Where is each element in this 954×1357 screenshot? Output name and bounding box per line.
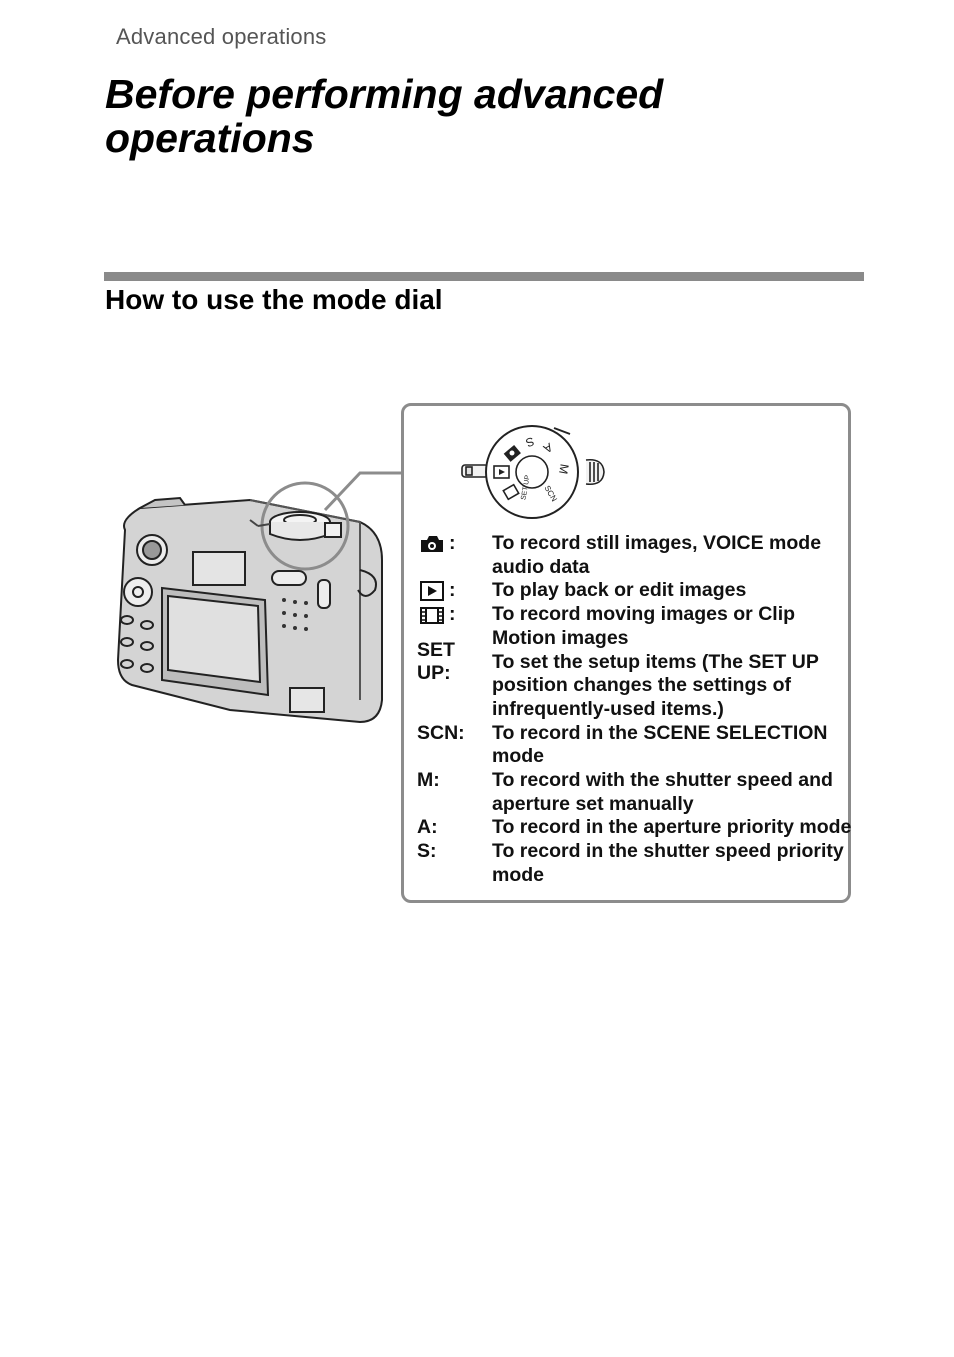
section-heading: How to use the mode dial bbox=[105, 284, 443, 315]
legend-key: M: bbox=[417, 769, 440, 792]
legend-desc: To record with the shutter speed and aperture set manually bbox=[492, 769, 833, 815]
legend-colon: : bbox=[449, 579, 456, 602]
legend-row-setup bbox=[417, 638, 852, 722]
section-tag: Advanced operations bbox=[116, 24, 327, 49]
dial-label-setup: SET UP bbox=[520, 474, 532, 501]
legend-row-a bbox=[417, 816, 852, 840]
legend-desc: To record moving images or Clip Motion images bbox=[492, 603, 796, 649]
camera-icon bbox=[417, 534, 447, 554]
legend-desc: To record in the shutter speed priority mode bbox=[492, 840, 844, 886]
section-divider bbox=[104, 272, 864, 281]
legend-desc: To play back or edit images bbox=[492, 579, 747, 602]
legend-row-still bbox=[417, 532, 852, 579]
legend-row-m bbox=[417, 769, 852, 816]
legend-key: A: bbox=[417, 816, 438, 839]
legend-key bbox=[417, 603, 492, 627]
dial-label-s: S bbox=[523, 434, 537, 450]
legend-key: S: bbox=[417, 840, 437, 863]
dial-label-scn: SCN bbox=[542, 484, 559, 504]
legend-colon: : bbox=[449, 603, 456, 626]
movie-icon bbox=[417, 605, 447, 625]
legend-key bbox=[417, 532, 492, 556]
legend-desc: To record in the SCENE SELECTION mode bbox=[492, 721, 828, 768]
dial-label-m: M bbox=[556, 462, 572, 476]
camera-illustration bbox=[110, 460, 410, 740]
legend-row-playback bbox=[417, 579, 852, 603]
mode-legend bbox=[417, 532, 852, 888]
page-title: Before performing advanced operations bbox=[105, 71, 664, 161]
mode-dial-diagram bbox=[458, 420, 618, 520]
legend-desc: To record still images, VOICE mode audio data bbox=[492, 532, 822, 578]
play-icon bbox=[417, 581, 447, 601]
legend-key: SCN: bbox=[417, 721, 465, 744]
legend-colon: : bbox=[449, 532, 456, 554]
legend-row-s bbox=[417, 840, 852, 887]
legend-desc: To record in the aperture priority mode bbox=[492, 816, 852, 839]
legend-key bbox=[417, 579, 492, 603]
dial-label-a: A bbox=[541, 439, 555, 457]
legend-key: SET UP: bbox=[417, 638, 455, 685]
legend-desc: To set the setup items (The SET UP position changes the settings of infrequently-used items.) bbox=[492, 650, 819, 720]
legend-row-scn bbox=[417, 722, 852, 769]
